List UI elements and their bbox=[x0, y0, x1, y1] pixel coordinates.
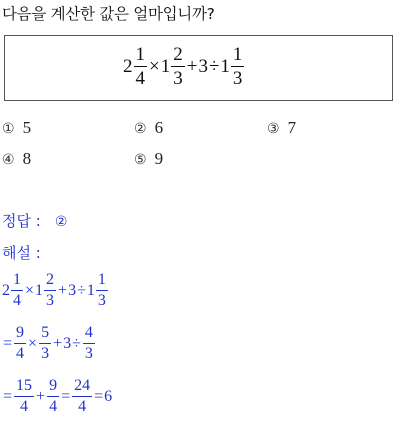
mixed-whole-2: 1 bbox=[160, 55, 171, 77]
problem-expression bbox=[123, 45, 245, 88]
fraction-denominator: 4 bbox=[49, 398, 58, 415]
expression-box bbox=[4, 35, 393, 101]
fraction-denominator: 3 bbox=[97, 292, 106, 309]
fraction-numerator: 9 bbox=[16, 324, 25, 341]
mixed-whole-1: 2 bbox=[2, 281, 10, 299]
answer-line bbox=[2, 210, 67, 231]
fraction-c bbox=[72, 378, 92, 415]
fraction-2 bbox=[171, 45, 185, 88]
term-3: 3 bbox=[198, 55, 208, 77]
fraction-2 bbox=[44, 272, 56, 309]
option-value: 9 bbox=[154, 149, 164, 168]
option-1[interactable] bbox=[2, 118, 31, 138]
option-3[interactable] bbox=[267, 118, 296, 138]
fraction-numerator: 15 bbox=[16, 377, 33, 394]
divide-operator: ÷ bbox=[77, 281, 86, 299]
fraction-denominator: 4 bbox=[16, 345, 25, 362]
answer-label: 정답 : bbox=[2, 212, 41, 230]
fraction-denominator: 3 bbox=[173, 68, 183, 89]
fraction-numerator: 1 bbox=[232, 44, 243, 65]
equals-sign: = bbox=[94, 387, 104, 405]
fraction-a bbox=[14, 378, 34, 415]
fraction-numerator: 4 bbox=[84, 324, 93, 341]
fraction-numerator: 1 bbox=[97, 271, 106, 288]
solution-step-2 bbox=[2, 325, 96, 362]
final-result: 6 bbox=[104, 387, 113, 405]
fraction-denominator: 4 bbox=[20, 398, 29, 415]
fraction-bar bbox=[14, 396, 34, 397]
fraction-4 bbox=[96, 272, 108, 309]
fraction-a bbox=[14, 325, 26, 362]
option-marker: ③ bbox=[267, 121, 280, 137]
term-3: 3 bbox=[68, 281, 77, 299]
explanation-label: 해설 : bbox=[2, 244, 41, 262]
fraction-bar bbox=[44, 290, 56, 291]
fraction-bar bbox=[83, 343, 95, 344]
equals-sign: = bbox=[3, 387, 13, 405]
fraction-denominator: 4 bbox=[135, 68, 145, 89]
option-marker: ⑤ bbox=[134, 152, 147, 168]
question-text: 다음을 계산한 값은 얼마입니까? bbox=[2, 5, 215, 23]
fraction-numerator: 5 bbox=[41, 324, 50, 341]
mixed-whole-1: 2 bbox=[123, 55, 133, 77]
fraction-b bbox=[39, 325, 51, 362]
fraction-bar bbox=[231, 66, 245, 67]
option-value: 8 bbox=[22, 149, 32, 168]
times-operator: × bbox=[25, 281, 35, 299]
mixed-whole-4: 1 bbox=[86, 281, 95, 299]
plus-operator: + bbox=[53, 334, 63, 352]
fraction-bar bbox=[134, 66, 148, 67]
fraction-denominator: 3 bbox=[232, 68, 243, 89]
fraction-denominator: 4 bbox=[78, 398, 87, 415]
fraction-numerator: 1 bbox=[13, 271, 21, 288]
fraction-bar bbox=[39, 343, 51, 344]
fraction-denominator: 3 bbox=[41, 345, 50, 362]
solution-step-3 bbox=[2, 378, 112, 415]
equals-sign: = bbox=[3, 334, 13, 352]
option-marker: ④ bbox=[2, 152, 15, 168]
fraction-1 bbox=[11, 272, 23, 309]
plus-operator: + bbox=[58, 281, 68, 299]
fraction-numerator: 2 bbox=[46, 271, 55, 288]
plus-operator: + bbox=[36, 387, 46, 405]
fraction-numerator: 9 bbox=[49, 377, 58, 394]
divide-operator: ÷ bbox=[72, 334, 81, 352]
fraction-denominator: 3 bbox=[46, 292, 55, 309]
fraction-bar bbox=[171, 66, 185, 67]
fraction-1 bbox=[134, 45, 148, 88]
solution-step-1 bbox=[2, 272, 109, 309]
plus-operator: + bbox=[186, 55, 198, 77]
fraction-bar bbox=[11, 290, 23, 291]
times-operator: × bbox=[28, 334, 38, 352]
fraction-4 bbox=[231, 45, 245, 88]
mixed-whole-2: 1 bbox=[35, 281, 44, 299]
option-marker: ② bbox=[134, 121, 147, 137]
mixed-whole-4: 1 bbox=[220, 55, 230, 77]
option-value: 6 bbox=[154, 118, 164, 137]
fraction-bar bbox=[96, 290, 108, 291]
option-value: 7 bbox=[287, 118, 297, 137]
equals-sign: = bbox=[61, 387, 71, 405]
times-operator: × bbox=[149, 55, 160, 77]
option-5[interactable] bbox=[134, 149, 163, 169]
fraction-bar bbox=[47, 396, 59, 397]
fraction-bar bbox=[72, 396, 92, 397]
option-4[interactable] bbox=[2, 149, 31, 169]
fraction-numerator: 2 bbox=[173, 44, 183, 65]
option-value: 5 bbox=[22, 118, 32, 137]
fraction-numerator: 1 bbox=[135, 44, 145, 65]
option-2[interactable] bbox=[134, 118, 163, 138]
fraction-denominator: 4 bbox=[13, 292, 21, 309]
divide-operator: ÷ bbox=[208, 55, 220, 77]
fraction-numerator: 24 bbox=[74, 377, 91, 394]
fraction-c bbox=[83, 325, 95, 362]
fraction-denominator: 3 bbox=[84, 345, 93, 362]
option-marker: ① bbox=[2, 121, 15, 137]
fraction-b bbox=[47, 378, 59, 415]
answer-value: ② bbox=[54, 214, 68, 230]
fraction-bar bbox=[14, 343, 26, 344]
term-3: 3 bbox=[63, 334, 72, 352]
